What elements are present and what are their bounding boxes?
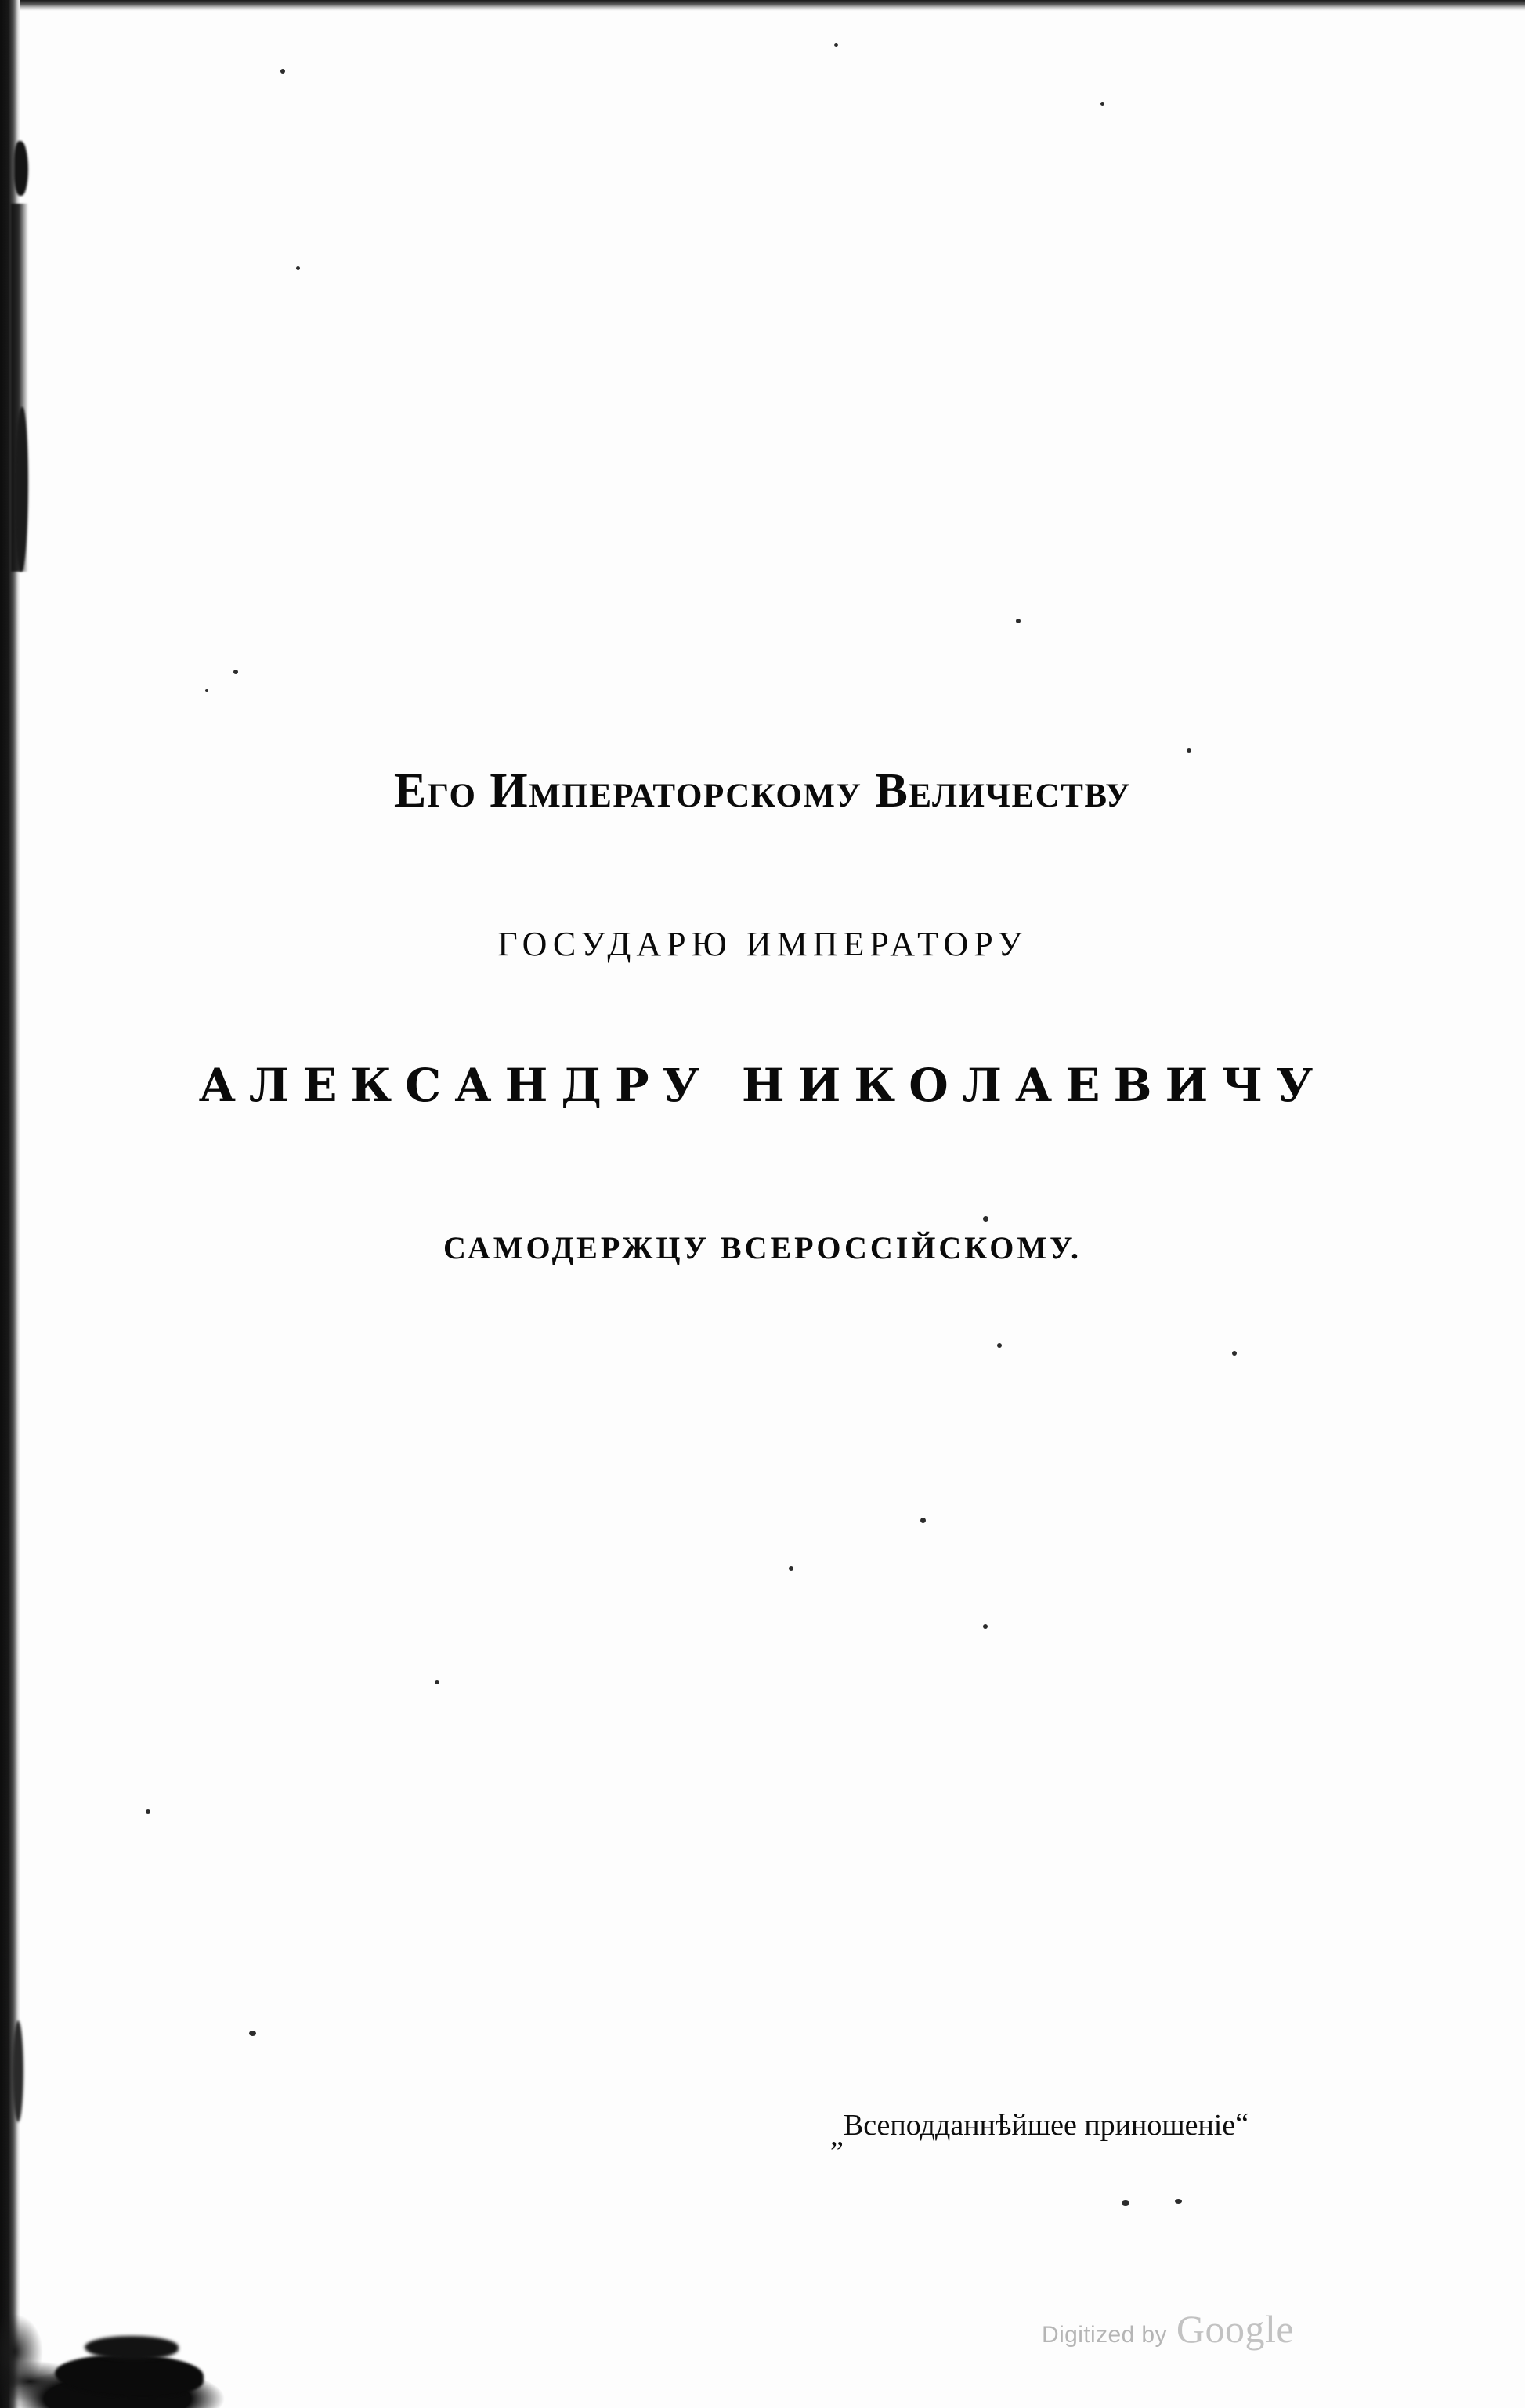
dedication-line-2: ГОСУДАРЮ ИМПЕРАТОРУ — [497, 925, 1028, 963]
scan-speck — [146, 1809, 150, 1814]
scan-bottom-left-smudge-halo — [85, 2336, 179, 2359]
scan-speck — [1122, 2200, 1129, 2206]
scan-speck — [1187, 748, 1191, 753]
quote-close-mark: “ — [1235, 2107, 1249, 2140]
scan-top-edge-shadow — [0, 0, 1525, 11]
google-wordmark: Google — [1176, 2307, 1295, 2351]
scan-speck — [997, 1343, 1002, 1348]
scan-speck — [983, 1624, 988, 1629]
scan-speck — [1016, 619, 1021, 623]
scan-speck — [205, 689, 208, 692]
scan-artifact-blob-lower — [13, 2020, 23, 2122]
scan-speck — [834, 43, 838, 47]
scan-speck — [280, 69, 285, 74]
dedication-line-3: АЛЕКСАНДРУ НИКОЛАЕВИЧУ — [198, 1059, 1327, 1112]
scan-speck — [249, 2031, 256, 2036]
scan-speck — [1100, 102, 1104, 106]
scan-speck — [233, 670, 238, 674]
scan-speck — [435, 1680, 439, 1684]
scan-speck — [920, 1518, 926, 1523]
scan-speck — [1232, 1351, 1237, 1356]
quote-open-mark: „ — [830, 2119, 844, 2153]
scan-speck — [789, 1566, 793, 1571]
dedication-quote — [830, 2107, 1449, 2153]
scan-speck — [1175, 2199, 1182, 2204]
digitized-label: Digitized by — [1042, 2322, 1167, 2348]
scan-speck — [983, 1216, 988, 1222]
dedication-line-1: Его Императорскому Величеству — [393, 764, 1132, 818]
dedication-line-4: САМОДЕРЖЦУ ВСЕРОССІЙСКОМУ. — [443, 1230, 1082, 1265]
quote-text: Всеподданнѣйшее приношеніе — [843, 2108, 1236, 2142]
scan-artifact-blob-top — [14, 141, 28, 196]
digitized-by-watermark — [1042, 2306, 1294, 2352]
scan-speck — [296, 266, 300, 270]
